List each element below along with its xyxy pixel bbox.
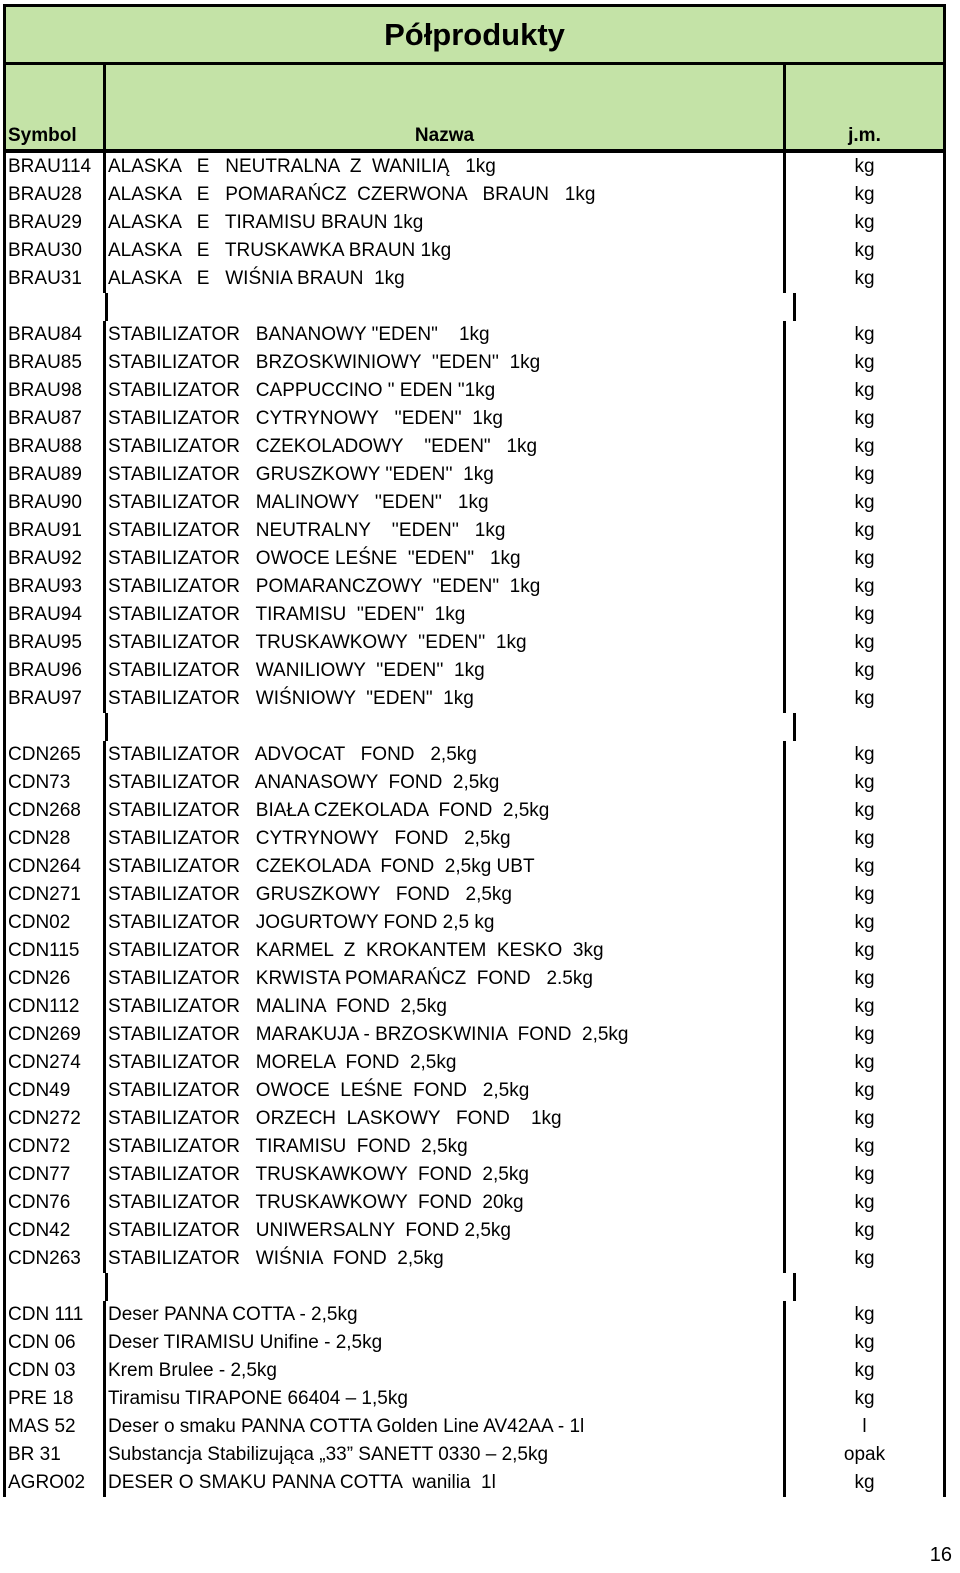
cell-symbol: BRAU96: [8, 660, 82, 681]
spacer-cell: [105, 713, 796, 741]
cell-name: ALASKA E TRUSKAWKA BRAUN 1kg: [103, 237, 786, 265]
cell-name: Deser o smaku PANNA COTTA Golden Line AV42AA - 1l: [103, 1413, 786, 1441]
table-row: [6, 377, 943, 405]
table-row: [6, 657, 943, 685]
table-row: [6, 1357, 943, 1385]
cell-symbol: CDN02: [8, 912, 71, 933]
cell-name: STABILIZATOR GRUSZKOWY ''EDEN'' 1kg: [103, 461, 786, 489]
cell-symbol: BRAU29: [8, 212, 82, 233]
cell-name: STABILIZATOR WIŚNIA FOND 2,5kg: [103, 1245, 786, 1273]
cell-unit: kg: [854, 1164, 875, 1185]
cell-unit: kg: [854, 604, 875, 625]
cell-name: STABILIZATOR TRUSKAWKOWY ''EDEN'' 1kg: [103, 629, 786, 657]
cell-name: STABILIZATOR MORELA FOND 2,5kg: [103, 1049, 786, 1077]
cell-name: Deser TIRAMISU Unifine - 2,5kg: [103, 1329, 786, 1357]
cell-symbol: CDN49: [8, 1080, 71, 1101]
cell-name: STABILIZATOR CZEKOLADOWY "EDEN" 1kg: [103, 433, 786, 461]
cell-symbol: BRAU91: [8, 520, 82, 541]
cell-symbol: CDN77: [8, 1164, 71, 1185]
cell-unit: kg: [854, 1080, 875, 1101]
cell-unit: kg: [854, 772, 875, 793]
table-row: [6, 1161, 943, 1189]
table-row: [6, 349, 943, 377]
cell-symbol: CDN42: [8, 1220, 71, 1241]
cell-symbol: MAS 52: [8, 1416, 76, 1437]
cell-name: STABILIZATOR BANANOWY "EDEN" 1kg: [103, 321, 786, 349]
cell-name: STABILIZATOR KRWISTA POMARAŃCZ FOND 2.5kg: [103, 965, 786, 993]
cell-unit: kg: [854, 548, 875, 569]
cell-name: Krem Brulee - 2,5kg: [103, 1357, 786, 1385]
cell-unit: kg: [854, 1248, 875, 1269]
cell-name: STABILIZATOR CYTRYNOWY FOND 2,5kg: [103, 825, 786, 853]
header-symbol: Symbol: [8, 125, 77, 146]
cell-unit: kg: [854, 632, 875, 653]
cell-name: DESER O SMAKU PANNA COTTA wanilia 1l: [103, 1469, 786, 1497]
cell-name: Substancja Stabilizująca „33” SANETT 0330 – 2,5kg: [103, 1441, 786, 1469]
cell-symbol: PRE 18: [8, 1388, 74, 1409]
cell-symbol: CDN269: [8, 1024, 81, 1045]
cell-symbol: BRAU30: [8, 240, 82, 261]
cell-name: STABILIZATOR MALINA FOND 2,5kg: [103, 993, 786, 1021]
cell-unit: kg: [854, 828, 875, 849]
cell-unit: kg: [854, 800, 875, 821]
cell-name: STABILIZATOR OWOCE LEŚNE FOND 2,5kg: [103, 1077, 786, 1105]
cell-symbol: CDN73: [8, 772, 71, 793]
table-row: [6, 153, 943, 181]
table-row: [6, 1021, 943, 1049]
cell-unit: kg: [854, 1304, 875, 1325]
cell-name: STABILIZATOR CZEKOLADA FOND 2,5kg UBT: [103, 853, 786, 881]
cell-name: STABILIZATOR UNIWERSALNY FOND 2,5kg: [103, 1217, 786, 1245]
group-spacer: [6, 1273, 943, 1301]
cell-symbol: CDN272: [8, 1108, 81, 1129]
cell-unit: kg: [854, 1136, 875, 1157]
cell-unit: kg: [854, 856, 875, 877]
cell-unit: kg: [854, 520, 875, 541]
group-spacer: [6, 713, 943, 741]
cell-unit: kg: [854, 380, 875, 401]
table-row: [6, 601, 943, 629]
cell-symbol: CDN28: [8, 828, 71, 849]
spacer-cell: [796, 293, 943, 321]
cell-unit: kg: [854, 968, 875, 989]
page-title: Półprodukty: [384, 16, 565, 52]
table-row: [6, 573, 943, 601]
cell-unit: kg: [854, 660, 875, 681]
table-row: [6, 433, 943, 461]
cell-symbol: BRAU89: [8, 464, 82, 485]
cell-symbol: BRAU93: [8, 576, 82, 597]
cell-unit: kg: [854, 688, 875, 709]
cell-unit: kg: [854, 268, 875, 289]
cell-name: STABILIZATOR TIRAMISU ''EDEN'' 1kg: [103, 601, 786, 629]
cell-symbol: CDN115: [8, 940, 80, 961]
table-row: [6, 853, 943, 881]
table-row: [6, 1245, 943, 1273]
spacer-cell: [796, 1273, 943, 1301]
cell-unit: kg: [854, 996, 875, 1017]
table-row: [6, 909, 943, 937]
table-row: [6, 965, 943, 993]
cell-unit: opak: [843, 1444, 886, 1465]
cell-unit: kg: [854, 240, 875, 261]
cell-symbol: BRAU84: [8, 324, 82, 345]
spacer-cell: [6, 713, 105, 741]
cell-symbol: CDN268: [8, 800, 81, 821]
cell-name: STABILIZATOR CAPPUCCINO " EDEN "1kg: [103, 377, 786, 405]
cell-unit: kg: [854, 884, 875, 905]
table-row: [6, 1413, 943, 1441]
cell-symbol: CDN263: [8, 1248, 81, 1269]
cell-symbol: CDN274: [8, 1052, 81, 1073]
table-body: [3, 153, 946, 1497]
table-row: [6, 209, 943, 237]
cell-name: STABILIZATOR WANILIOWY ''EDEN'' 1kg: [103, 657, 786, 685]
table-row: [6, 1469, 943, 1497]
table-row: [6, 1133, 943, 1161]
table-row: [6, 741, 943, 769]
cell-unit: kg: [854, 1024, 875, 1045]
cell-unit: kg: [854, 156, 875, 177]
cell-name: STABILIZATOR KARMEL Z KROKANTEM KESKO 3kg: [103, 937, 786, 965]
cell-name: STABILIZATOR CYTRYNOWY ''EDEN'' 1kg: [103, 405, 786, 433]
cell-symbol: CDN26: [8, 968, 71, 989]
cell-symbol: BRAU92: [8, 548, 82, 569]
header-nazwa: Nazwa: [103, 65, 786, 149]
cell-name: STABILIZATOR BIAŁA CZEKOLADA FOND 2,5kg: [103, 797, 786, 825]
cell-name: STABILIZATOR TRUSKAWKOWY FOND 20kg: [103, 1189, 786, 1217]
cell-symbol: BRAU114: [8, 156, 92, 177]
cell-unit: kg: [854, 492, 875, 513]
spacer-cell: [105, 293, 796, 321]
cell-name: STABILIZATOR ANANASOWY FOND 2,5kg: [103, 769, 786, 797]
table-row: [6, 1189, 943, 1217]
cell-name: STABILIZATOR TIRAMISU FOND 2,5kg: [103, 1133, 786, 1161]
spacer-cell: [6, 293, 105, 321]
table-row: [6, 321, 943, 349]
table-row: [6, 1329, 943, 1357]
cell-symbol: BRAU28: [8, 184, 82, 205]
cell-symbol: AGRO02: [8, 1472, 86, 1493]
table-row: [6, 517, 943, 545]
table-row: [6, 629, 943, 657]
cell-unit: kg: [854, 184, 875, 205]
cell-symbol: CDN76: [8, 1192, 71, 1213]
cell-symbol: BRAU97: [8, 688, 82, 709]
cell-name: STABILIZATOR NEUTRALNY ''EDEN'' 1kg: [103, 517, 786, 545]
cell-unit: kg: [854, 352, 875, 373]
cell-unit: kg: [854, 1108, 875, 1129]
cell-name: STABILIZATOR TRUSKAWKOWY FOND 2,5kg: [103, 1161, 786, 1189]
cell-name: STABILIZATOR ORZECH LASKOWY FOND 1kg: [103, 1105, 786, 1133]
group-spacer: [6, 293, 943, 321]
cell-symbol: BRAU87: [8, 408, 82, 429]
cell-name: ALASKA E WIŚNIA BRAUN 1kg: [103, 265, 786, 293]
cell-symbol: CDN 111: [8, 1304, 84, 1325]
spacer-cell: [796, 713, 943, 741]
cell-symbol: BR 31: [8, 1444, 61, 1465]
cell-symbol: CDN 03: [8, 1360, 76, 1381]
cell-symbol: CDN 06: [8, 1332, 76, 1353]
cell-unit: kg: [854, 1220, 875, 1241]
cell-symbol: CDN112: [8, 996, 80, 1017]
table-row: [6, 461, 943, 489]
cell-name: Tiramisu TIRAPONE 66404 – 1,5kg: [103, 1385, 786, 1413]
cell-name: STABILIZATOR MARAKUJA - BRZOSKWINIA FOND 2,5kg: [103, 1021, 786, 1049]
table-row: [6, 993, 943, 1021]
table-row: [6, 797, 943, 825]
cell-symbol: BRAU88: [8, 436, 82, 457]
product-sheet: [3, 4, 946, 1497]
table-row: [6, 181, 943, 209]
cell-symbol: BRAU90: [8, 492, 82, 513]
table-row: [6, 881, 943, 909]
cell-symbol: BRAU85: [8, 352, 82, 373]
cell-unit: kg: [854, 1472, 875, 1493]
cell-unit: kg: [854, 408, 875, 429]
cell-name: ALASKA E NEUTRALNA Z WANILIĄ 1kg: [103, 153, 786, 181]
cell-name: STABILIZATOR ADVOCAT FOND 2,5kg: [103, 741, 786, 769]
cell-symbol: CDN271: [8, 884, 81, 905]
cell-name: STABILIZATOR WIŚNIOWY "EDEN" 1kg: [103, 685, 786, 713]
cell-name: STABILIZATOR MALINOWY ''EDEN'' 1kg: [103, 489, 786, 517]
table-row: [6, 1077, 943, 1105]
cell-unit: l: [862, 1416, 867, 1437]
table-row: [6, 489, 943, 517]
table-row: [6, 825, 943, 853]
cell-unit: kg: [854, 1332, 875, 1353]
cell-unit: kg: [854, 1388, 875, 1409]
table-row: [6, 1105, 943, 1133]
cell-unit: kg: [854, 940, 875, 961]
header-jm: j.m.: [848, 125, 881, 146]
cell-unit: kg: [854, 436, 875, 457]
table-row: [6, 937, 943, 965]
cell-unit: kg: [854, 744, 875, 765]
table-row: [6, 1441, 943, 1469]
table-row: [6, 685, 943, 713]
cell-symbol: CDN72: [8, 1136, 71, 1157]
table-row: [6, 1385, 943, 1413]
cell-symbol: BRAU98: [8, 380, 82, 401]
cell-unit: kg: [854, 1360, 875, 1381]
cell-symbol: BRAU94: [8, 604, 82, 625]
cell-symbol: BRAU31: [8, 268, 82, 289]
table-row: [6, 1217, 943, 1245]
table-row: [6, 1049, 943, 1077]
cell-name: STABILIZATOR BRZOSKWINIOWY ''EDEN'' 1kg: [103, 349, 786, 377]
cell-unit: kg: [854, 1192, 875, 1213]
cell-symbol: CDN264: [8, 856, 81, 877]
cell-name: Deser PANNA COTTA - 2,5kg: [103, 1301, 786, 1329]
spacer-cell: [105, 1273, 796, 1301]
title-bar: [3, 4, 946, 65]
cell-symbol: BRAU95: [8, 632, 82, 653]
page-number: 16: [929, 1544, 952, 1566]
header-row: [3, 65, 946, 153]
table-row: [6, 265, 943, 293]
table-row: [6, 545, 943, 573]
cell-unit: kg: [854, 576, 875, 597]
cell-name: STABILIZATOR GRUSZKOWY FOND 2,5kg: [103, 881, 786, 909]
cell-name: STABILIZATOR OWOCE LEŚNE "EDEN" 1kg: [103, 545, 786, 573]
table-row: [6, 237, 943, 265]
spacer-cell: [6, 1273, 105, 1301]
cell-unit: kg: [854, 1052, 875, 1073]
table-row: [6, 405, 943, 433]
cell-symbol: CDN265: [8, 744, 81, 765]
table-row: [6, 769, 943, 797]
table-row: [6, 1301, 943, 1329]
cell-name: ALASKA E POMARAŃCZ CZERWONA BRAUN 1kg: [103, 181, 786, 209]
cell-name: STABILIZATOR JOGURTOWY FOND 2,5 kg: [103, 909, 786, 937]
cell-unit: kg: [854, 212, 875, 233]
cell-unit: kg: [854, 464, 875, 485]
cell-unit: kg: [854, 912, 875, 933]
cell-name: ALASKA E TIRAMISU BRAUN 1kg: [103, 209, 786, 237]
cell-name: STABILIZATOR POMARANCZOWY "EDEN" 1kg: [103, 573, 786, 601]
cell-unit: kg: [854, 324, 875, 345]
